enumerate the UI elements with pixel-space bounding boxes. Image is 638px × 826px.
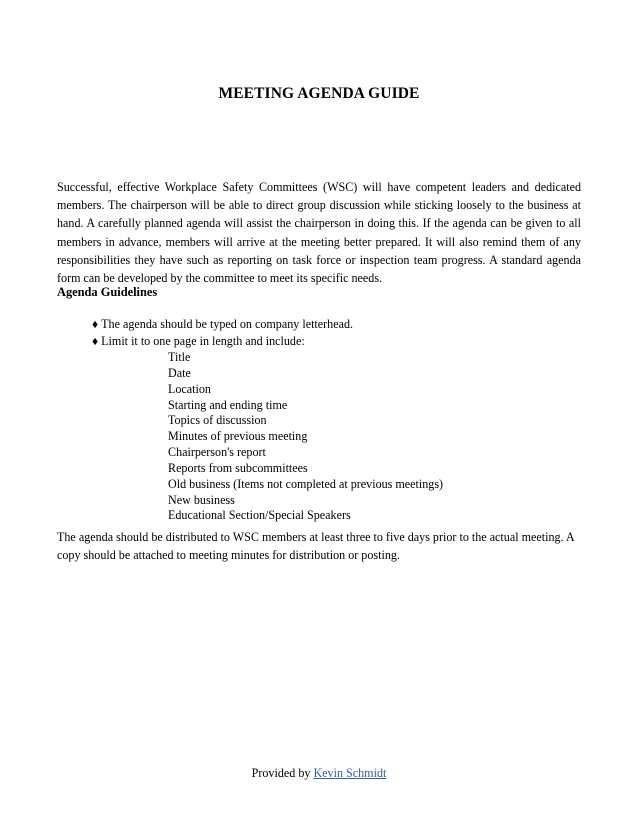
guideline-item: [92, 316, 353, 333]
include-item: New business: [168, 492, 235, 507]
footer-prefix: Provided by: [251, 766, 311, 780]
closing-paragraph: The agenda should be distributed to WSC members at least three to five days prior to the actual meeting. A copy should be attached to meeting minutes for distribution or posting.: [57, 530, 574, 563]
guidelines-heading: Agenda Guidelines: [57, 285, 158, 299]
include-item: Title: [168, 350, 191, 364]
include-item: Educational Section/Special Speakers: [168, 508, 351, 523]
guidelines-list: [92, 316, 353, 350]
diamond-bullet-icon: ♦: [92, 334, 99, 348]
include-item: Starting and ending time: [168, 397, 288, 412]
guideline-text: The agenda should be typed on company letterhead.: [101, 317, 354, 331]
include-item: Minutes of previous meeting: [168, 429, 308, 444]
intro-paragraph: Successful, effective Workplace Safety Committees (WSC) will have competent leaders and dedicated members. The chairperson will be able to direct group discussion while sticking loosely to the business at hand. A carefully planned agenda will assist the chairperson in doing this. If the agenda can be given to all members in advance, members will arrive at the meeting better prepared. It will also remind them of any responsibilities they have such as reporting on task force or inspection team progress. A standard agenda form can be developed by the committee to meet its specific needs.: [57, 180, 581, 286]
include-item: Reports from subcommittees: [168, 460, 308, 475]
agenda-include-list: [168, 350, 443, 524]
include-item: Location: [168, 381, 211, 396]
include-item: Topics of discussion: [168, 413, 267, 428]
include-item: Old business (Items not completed at previous meetings): [168, 476, 444, 491]
footer: [0, 766, 638, 781]
include-item: Chairperson's report: [168, 445, 266, 460]
diamond-bullet-icon: ♦: [92, 317, 99, 331]
include-item: Date: [168, 365, 191, 380]
guideline-text: Limit it to one page in length and include:: [101, 334, 305, 348]
author-link[interactable]: Kevin Schmidt: [313, 766, 387, 780]
guideline-item: [92, 333, 353, 350]
document-title: MEETING AGENDA GUIDE: [218, 85, 420, 102]
